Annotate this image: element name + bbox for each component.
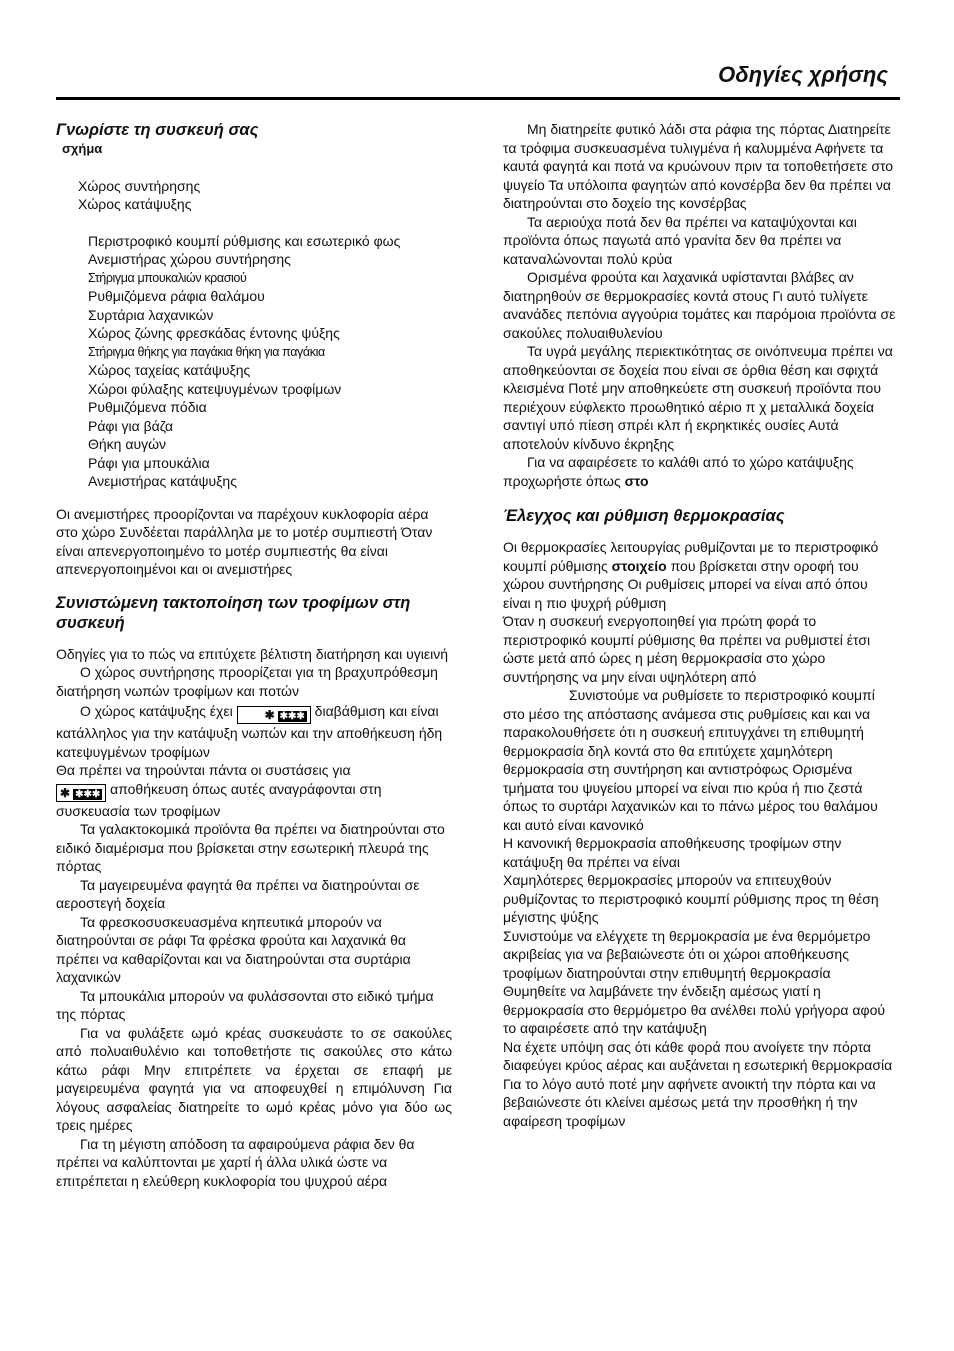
paragraph-text: στο [624, 472, 649, 489]
star-rating-icon: ✱ ✱✱✱ [237, 706, 311, 724]
header-rule [56, 97, 900, 100]
list-item: Ανεμιστήρας χώρου συντήρησης [88, 251, 291, 267]
paragraph: Όταν η συσκευή ενεργοποιηθεί για πρώτη φορά το περιστροφικό κουμπί ρύθμισης θα πρέπει να ρυθμιστεί έτσι ώστε μετά από ώρες η μέση θερμοκρασία στο χώρο συντήρησης να μην είναι υψηλότερη από [503, 613, 871, 685]
left-column [56, 120, 452, 1190]
paragraph: Ορισμένα φρούτα και λαχανικά υφίστανται βλάβες αν διατηρηθούν σε θερμοκρασίες κοντά στους Γι αυτό τυλίγετε ανανάδες πεπόνια αγγούρια τομάτες και παρόμοια προϊόντα σε σακούλες πολυαιθυλενίου [503, 269, 896, 341]
list-item: Ρυθμιζόμενα πόδια [88, 399, 207, 415]
paragraph [56, 780, 452, 821]
paragraph: Ο χώρος συντήρησης προορίζεται για τη βραχυπρόθεσμη διατήρηση νωπών τροφίμων και ποτών [56, 664, 438, 699]
paragraph: Τα γαλακτοκομικά προϊόντα θα πρέπει να διατηρούνται στο ειδικό διαμέρισμα που βρίσκεται στην εσωτερική πλευρά της πόρτας [56, 821, 445, 874]
section-heading-food-arrangement: Συνιστώμενη τακτοποίηση των τροφίμων στη συσκευή [56, 593, 411, 632]
paragraph: Χαμηλότερες θερμοκρασίες μπορούν να επιτευχθούν ρυθμίζοντας το περιστροφικό κουμπί ρύθμισης προς τη θέση μέγιστης ψύξης [503, 872, 879, 925]
paragraph: Τα υγρά μεγάλης περιεκτικότητας σε οινόπνευμα πρέπει να αποθηκεύονται σε δοχεία που είναι σε όρθια θέση και σφιχτά κλεισμένα Ποτέ μην αποθηκεύετε στη συσκευή προϊόντα που περιέχουν εύφλεκτο προωθητικό αέριο π χ μεταλλικά δοχεία σαντιγί υπό πίεση σπρέι κλπ ή εκρηκτικές ουσίες Αυτά αποτελούν κίνδυνο έκρηξης [503, 343, 893, 452]
paragraph: Μη διατηρείτε φυτικό λάδι στα ράφια της πόρτας Διατηρείτε τα τρόφιμα συσκευασμένα τυλιγμένα ή καλυμμένα Αφήνετε τα καυτά φαγητά και ποτά να κρυώνουν πριν τα τοποθετήσετε στο ψυγείο Τα υπόλοιπα φαγητών από κονσέρβα δεν θα πρέπει να διατηρούνται στο δοχείο της κονσέρβας [503, 121, 894, 211]
star-rating-icon: ✱ ✱✱✱ [56, 784, 106, 802]
paragraph: Θα πρέπει να τηρούνται πάντα οι συστάσεις για [56, 762, 351, 778]
paragraph: Τα μπουκάλια μπορούν να φυλάσσονται στο ειδικό τμήμα της πόρτας [56, 987, 434, 1022]
paragraph [503, 453, 899, 490]
paragraph: Για τη μέγιστη απόδοση τα αφαιρούμενα ράφια δεν θα πρέπει να καλύπτονται με χαρτί ή άλλα υλικά ώστε να επιτρέπεται η ελεύθερη κυκλοφορία του ψυχρού αέρα [56, 1135, 415, 1189]
list-item: Χώρος ζώνης φρεσκάδας έντονης ψύξης [88, 325, 340, 341]
list-item: Χώρος ταχείας κατάψυξης [88, 362, 251, 378]
list-item: Ράφι για μπουκάλια [88, 454, 210, 471]
list-item: Περιστροφικό κουμπί ρύθμισης και εσωτερικό φως [88, 232, 401, 249]
list-item: Χώροι φύλαξης κατεψυγμένων τροφίμων [88, 380, 342, 397]
paragraph: Να έχετε υπόψη σας ότι κάθε φορά που ανοίγετε την πόρτα διαφεύγει κρύος αέρας και αυξάνεται η εσωτερική θερμοκρασία Για το λόγο αυτό ποτέ μην αφήνετε ανοικτή την πόρτα και να βεβαιώνεστε ότι κλείνει αμέσως μετά την προσθήκη ή την αφαίρεση τροφίμων [503, 1038, 893, 1129]
paragraph-text: διαβάθμιση και είναι κατάλληλος για την κατάψυξη νωπών και την αποθήκευση ήδη κατεψυγμένων τροφίμων [56, 703, 443, 760]
list-item: Συρτάρια λαχανικών [88, 306, 214, 323]
list-item: Ράφι για βάζα [88, 417, 174, 434]
list-item: Χώρος κατάψυξης [78, 196, 192, 212]
paragraph-text: που βρίσκεται στην οροφή του χώρου συντήρησης Οι ρυθμίσεις μπορεί να είναι από όπου είναι η πιο ψυχρή ρύθμιση [503, 557, 868, 611]
list-item: Χώρος συντήρησης [78, 177, 201, 194]
paragraph: Τα αεριούχα ποτά δεν θα πρέπει να καταψύχονται και προϊόντα όπως παγωτά από γρανίτα δεν θα πρέπει να καταναλώνονται πολύ κρύα [503, 213, 857, 267]
section-heading-know-appliance: Γνωρίστε τη συσκευή σας [56, 121, 259, 139]
list-item: Θήκη αυγών [88, 436, 167, 452]
paragraph-text: αποθήκευση όπως αυτές αναγράφονται στη συσκευασία των τροφίμων [56, 780, 382, 819]
list-item: Ανεμιστήρας κατάψυξης [88, 473, 237, 489]
fans-note: Οι ανεμιστήρες προορίζονται να παρέχουν κυκλοφορία αέρα στο χώρο Συνδέεται παράλληλα με το μοτέρ συμπιεστή Όταν είναι απενεργοποιημένο το μοτέρ συμπιεστής θα είναι απενεργοποιημένοι και οι ανεμιστήρες [56, 505, 433, 577]
paragraph-text: στοιχείο [611, 557, 667, 574]
right-column [503, 120, 899, 1130]
paragraph-text: Οι θερμοκρασίες λειτουργίας ρυθμίζονται με το περιστροφικό κουμπί ρύθμισης [503, 539, 879, 574]
paragraph-text: Για να αφαιρέσετε το καλάθι από το χώρο κατάψυξης προχωρήστε όπως [503, 454, 854, 489]
list-item: Στήριγμα μπουκαλιών κρασιού [88, 270, 247, 285]
list-item: Ρυθμιζόμενα ράφια θαλάμου [88, 288, 265, 304]
paragraph: Θυμηθείτε να λαμβάνετε την ένδειξη αμέσως γιατί η θερμοκρασία στο θερμόμετρο θα ανέλθει πολύ γρήγορα αφού το αφαιρέσετε από την κατάψυξη [503, 983, 886, 1036]
paragraph [503, 538, 899, 612]
page-title: Οδηγίες χρήσης [718, 62, 888, 87]
paragraph: Συνιστούμε να ρυθμίσετε το περιστροφικό κουμπί στο μέσο της απόστασης ανάμεσα στις ρυθμίσεις και και να παρακολουθήσετε ότι η συσκευή επιτυγχάνει τη επιθυμητή θερμοκρασία δηλ κοντά στο θα επιτύχετε χαμηλότερη θερμοκρασία στη συντήρηση και αντιστρόφως Ορισμένα τμήματα του ψυγείου μπορεί να είναι πιο κρύα ή πιο ζεστά όπως το συρτάρι λαχανικών και το πάνω μέρος του θαλάμου και αυτό είναι κανονικό [503, 687, 878, 833]
paragraph: Για να φυλάξετε ωμό κρέας συσκευάστε το σε σακούλες από πολυαιθυλένιο και τοποθετήστε τις σακούλες στο κάτω κάτω ράφι Μην επιτρέπετε να έρχεται σε επαφή με μαγειρευμένα φαγητά για να αποφευχθεί η επιμόλυνση Για λόγους ασφαλείας διατηρείτε το ωμό κρέας μόνο για δύο ως τρεις ημέρες [56, 1024, 452, 1133]
paragraph [56, 702, 452, 761]
paragraph: Η κανονική θερμοκρασία αποθήκευσης τροφίμων στην κατάψυξη θα πρέπει να είναι [503, 835, 842, 870]
list-item: Στήριγμα θήκης για παγάκια θήκη για παγάκια [88, 344, 325, 359]
section-heading-temperature: Έλεγχος και ρύθμιση θερμοκρασίας [503, 507, 785, 525]
paragraph: Τα φρεσκοσυσκευασμένα κηπευτικά μπορούν να διατηρούνται σε ράφι Τα φρέσκα φρούτα και λαχανικά θα πρέπει να καθαρίζονται και να διατηρούνται στα συρτάρια λαχανικών [56, 913, 411, 985]
parts-list [88, 232, 452, 491]
figure-label: σχήμα [62, 141, 103, 156]
paragraph-text: Ο χώρος κατάψυξης έχει [80, 703, 233, 719]
zones-list [78, 177, 452, 214]
paragraph: Τα μαγειρευμένα φαγητά θα πρέπει να διατηρούνται σε αεροστεγή δοχεία [56, 876, 420, 911]
paragraph: Συνιστούμε να ελέγχετε τη θερμοκρασία με ένα θερμόμετρο ακριβείας για να βεβαιώνεστε ότι οι χώροι αποθήκευσης τροφίμων διατηρούνται στην επιθυμητή θερμοκρασία [503, 927, 871, 981]
paragraph: Οδηγίες για το πώς να επιτύχετε βέλτιστη διατήρηση και υγιεινή [56, 645, 449, 662]
